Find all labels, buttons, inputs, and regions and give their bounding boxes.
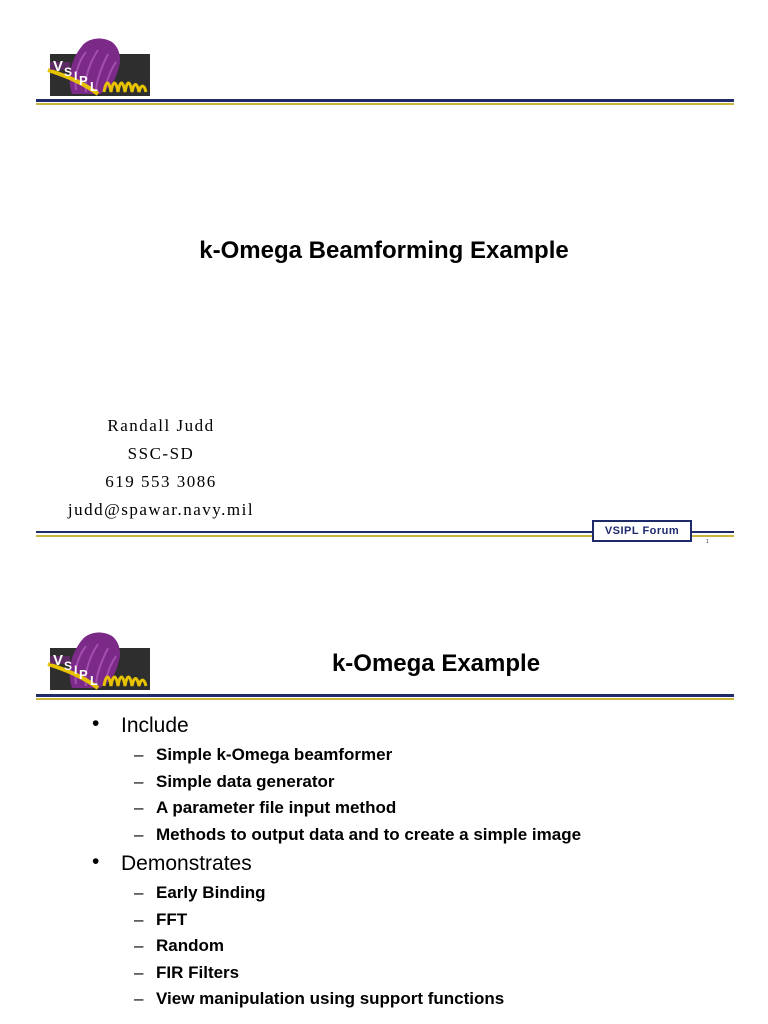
- logo-letter-l: L: [90, 673, 98, 688]
- author-name: Randall Judd: [107, 416, 215, 435]
- dash-icon: –: [134, 798, 144, 817]
- dash-icon: –: [134, 824, 144, 844]
- list-item: – Simple data generator: [92, 769, 581, 796]
- dash-icon: –: [134, 909, 144, 929]
- bullet-list: [92, 712, 581, 1013]
- list-item: – Random: [92, 933, 581, 960]
- author-email: judd@spawar.navy.mil: [67, 500, 255, 519]
- logo-letter-i: I: [74, 69, 78, 83]
- bullet-heading: • Demonstrates: [92, 850, 252, 875]
- logo-letter-p: P: [79, 73, 88, 88]
- vsipl-logo: [46, 36, 150, 98]
- logo-letter-l: L: [90, 79, 98, 94]
- author-phone: 619 553 3086: [105, 472, 217, 491]
- slide-2: [0, 590, 768, 1024]
- list-item: – View manipulation using support functions: [92, 986, 581, 1013]
- list-item: – Early Binding: [92, 880, 581, 907]
- list-item: – FFT: [92, 907, 581, 934]
- dash-icon: –: [134, 771, 144, 791]
- list-item: – Simple k-Omega beamformer: [92, 742, 581, 769]
- logo-letter-s: S: [64, 659, 73, 673]
- logo-letter-s: S: [64, 65, 73, 79]
- logo-letter-i: I: [74, 663, 78, 677]
- logo-letter-v: V: [53, 58, 64, 75]
- dash-icon: –: [134, 989, 144, 1008]
- logo-letter-v: V: [53, 652, 64, 669]
- author-block: [42, 412, 280, 524]
- page-number: 1: [706, 539, 709, 545]
- bullet-icon: •: [92, 850, 100, 873]
- dash-icon: –: [134, 745, 144, 764]
- bullet-icon: •: [92, 712, 100, 735]
- slide-2-title: k-Omega Example: [331, 650, 541, 677]
- list-item: – A parameter file input method: [92, 795, 581, 822]
- logo-letter-p: P: [79, 667, 88, 682]
- dash-icon: –: [134, 883, 144, 902]
- vsipl-logo-icon: [46, 36, 150, 98]
- slide-1-title: k-Omega Beamforming Example: [199, 237, 569, 264]
- header-rule: [36, 99, 734, 105]
- list-item: – FIR Filters: [92, 960, 581, 987]
- vsipl-logo: [46, 630, 150, 692]
- dash-icon: –: [134, 936, 144, 955]
- author-organization: SSC-SD: [127, 444, 195, 463]
- list-item: – Methods to output data and to create a simple image: [92, 822, 581, 849]
- header-rule: [36, 694, 734, 700]
- vsipl-logo-icon: [46, 630, 150, 692]
- footer-forum-label: VSIPL Forum: [592, 520, 692, 542]
- bullet-heading: • Include: [92, 712, 189, 737]
- dash-icon: –: [134, 962, 144, 982]
